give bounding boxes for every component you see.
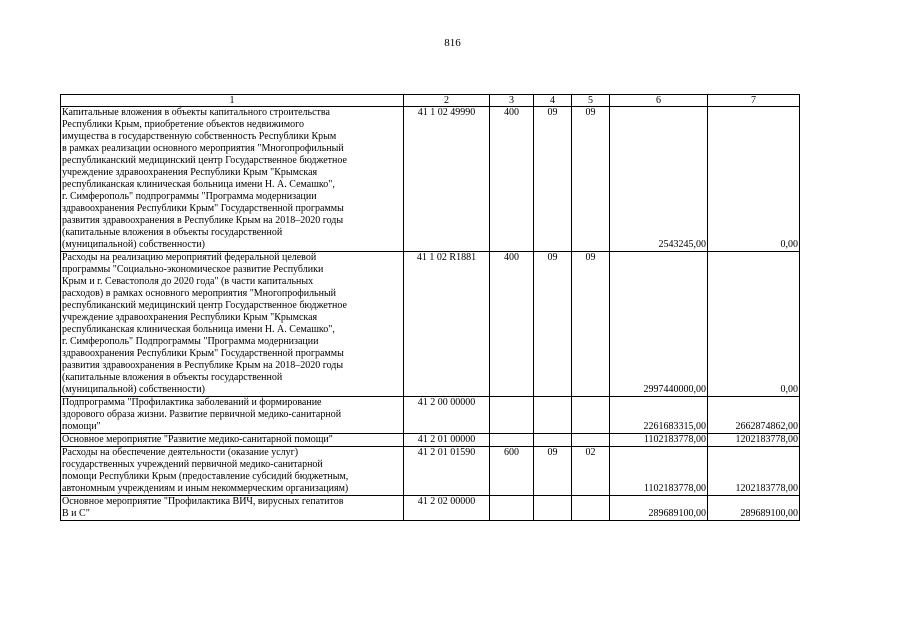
row-name-line: программы "Социально-экономическое развитие Республики bbox=[62, 264, 324, 275]
row-code: 41 2 00 00000 bbox=[404, 397, 490, 434]
row-name-line: (муниципальной) собственности) bbox=[62, 384, 205, 395]
row-name-line: помощи" bbox=[62, 421, 101, 432]
column-header: 7 bbox=[708, 95, 800, 107]
row-subsection: 02 bbox=[572, 447, 610, 496]
column-header: 5 bbox=[572, 95, 610, 107]
row-name bbox=[61, 252, 404, 397]
page-number: 816 bbox=[444, 37, 461, 49]
row-amount-1: 1102183778,00 bbox=[610, 434, 708, 447]
row-section: 09 bbox=[534, 252, 572, 397]
row-name-line: автономным учреждениям и иным некоммерческим организациям) bbox=[62, 483, 349, 494]
column-header: 2 bbox=[404, 95, 490, 107]
budget-table bbox=[60, 94, 800, 521]
row-name-line: (муниципальной) собственности) bbox=[62, 239, 205, 250]
row-name-line: Подпрограмма "Профилактика заболеваний и формирование bbox=[62, 397, 322, 408]
row-subsection: 09 bbox=[572, 252, 610, 397]
row-subsection bbox=[572, 397, 610, 434]
row-code: 41 2 01 00000 bbox=[404, 434, 490, 447]
row-name-line: г. Симферополь" подпрограммы "Программа модернизации bbox=[62, 191, 317, 202]
row-name-line: В и С" bbox=[62, 508, 90, 519]
row-subsection: 09 bbox=[572, 107, 610, 252]
row-name-line: Основное мероприятие "Профилактика ВИЧ, вирусных гепатитов bbox=[62, 496, 344, 507]
row-expense-type: 600 bbox=[490, 447, 534, 496]
row-amount-2: 1202183778,00 bbox=[708, 447, 800, 496]
row-name-line: здравоохранения Республики Крым" Государственной программы bbox=[62, 203, 344, 214]
row-amount-1: 2261683315,00 bbox=[610, 397, 708, 434]
row-name-line: республиканский медицинский центр Государственное бюджетное bbox=[62, 155, 347, 166]
row-name-line: в рамках реализации основного мероприятия "Многопрофильный bbox=[62, 143, 344, 154]
row-name-line: Республики Крым, приобретение объектов недвижимого bbox=[62, 119, 304, 130]
row-name-line: здорового образа жизни. Развитие первичной медико-санитарной bbox=[62, 409, 342, 420]
row-amount-1: 2543245,00 bbox=[610, 107, 708, 252]
row-amount-2: 1202183778,00 bbox=[708, 434, 800, 447]
row-name-line: г. Симферополь" Подпрограммы "Программа модернизации bbox=[62, 336, 319, 347]
row-name-line: учреждение здравоохранения Республики Крым "Крымская bbox=[62, 167, 318, 178]
table-row bbox=[61, 434, 800, 447]
row-code: 41 2 02 00000 bbox=[404, 496, 490, 521]
table-row bbox=[61, 107, 800, 252]
row-name bbox=[61, 496, 404, 521]
row-name-line: расходов) в рамках основного мероприятия "Многопрофильный bbox=[62, 288, 337, 299]
row-expense-type bbox=[490, 434, 534, 447]
table-row bbox=[61, 447, 800, 496]
row-name-line: учреждение здравоохранения Республики Крым "Крымская bbox=[62, 312, 318, 323]
table-row bbox=[61, 252, 800, 397]
row-name-line: имущества в государственную собственность Республики Крым bbox=[62, 131, 337, 142]
column-header: 6 bbox=[610, 95, 708, 107]
row-expense-type bbox=[490, 397, 534, 434]
row-name-line: здравоохранения Республики Крым" Государственной программы bbox=[62, 348, 344, 359]
row-name-line: республиканский медицинский центр Государственное бюджетное bbox=[62, 300, 347, 311]
row-name-line: Крым и г. Севастополя до 2020 года" (в части капитальных bbox=[62, 276, 314, 287]
row-name bbox=[61, 107, 404, 252]
row-name-line: республиканская клиническая больница имени Н. А. Семашко", bbox=[62, 179, 335, 190]
row-expense-type bbox=[490, 496, 534, 521]
row-amount-2: 2662874862,00 bbox=[708, 397, 800, 434]
row-section bbox=[534, 496, 572, 521]
row-name bbox=[61, 397, 404, 434]
column-header: 1 bbox=[61, 95, 404, 107]
row-amount-2: 289689100,00 bbox=[708, 496, 800, 521]
row-amount-2: 0,00 bbox=[708, 107, 800, 252]
row-expense-type: 400 bbox=[490, 107, 534, 252]
row-name bbox=[61, 434, 404, 447]
row-name-line: республиканская клиническая больница имени Н. А. Семашко", bbox=[62, 324, 335, 335]
row-section bbox=[534, 397, 572, 434]
row-name-line: (капитальные вложения в объекты государственной bbox=[62, 372, 283, 383]
row-code: 41 1 02 R1881 bbox=[404, 252, 490, 397]
column-number-row bbox=[61, 95, 800, 107]
row-section bbox=[534, 434, 572, 447]
row-subsection bbox=[572, 434, 610, 447]
row-code: 41 2 01 01590 bbox=[404, 447, 490, 496]
column-header: 4 bbox=[534, 95, 572, 107]
row-name-line: Расходы на реализацию мероприятий федеральной целевой bbox=[62, 252, 317, 263]
row-name-line: государственных учреждений первичной медико-санитарной bbox=[62, 459, 323, 470]
row-name-line: Расходы на обеспечение деятельности (оказание услуг) bbox=[62, 447, 299, 458]
row-amount-1: 289689100,00 bbox=[610, 496, 708, 521]
row-code: 41 1 02 49990 bbox=[404, 107, 490, 252]
row-name-line: помощи Республики Крым (предоставление субсидий бюджетным, bbox=[62, 471, 349, 482]
row-name-line: Капитальные вложения в объекты капитального строительства bbox=[62, 107, 330, 118]
row-name-line: развития здравоохранения в Республике Крым на 2018–2020 годы bbox=[62, 215, 344, 226]
row-name-line: Основное мероприятие "Развитие медико-санитарной помощи" bbox=[62, 434, 333, 445]
row-name-line: развития здравоохранения в Республике Крым на 2018–2020 годы bbox=[62, 360, 344, 371]
table-row bbox=[61, 496, 800, 521]
row-name-line: (капитальные вложения в объекты государственной bbox=[62, 227, 283, 238]
row-expense-type: 400 bbox=[490, 252, 534, 397]
row-section: 09 bbox=[534, 447, 572, 496]
row-name bbox=[61, 447, 404, 496]
row-subsection bbox=[572, 496, 610, 521]
table-row bbox=[61, 397, 800, 434]
row-section: 09 bbox=[534, 107, 572, 252]
column-header: 3 bbox=[490, 95, 534, 107]
row-amount-1: 1102183778,00 bbox=[610, 447, 708, 496]
row-amount-2: 0,00 bbox=[708, 252, 800, 397]
row-amount-1: 2997440000,00 bbox=[610, 252, 708, 397]
